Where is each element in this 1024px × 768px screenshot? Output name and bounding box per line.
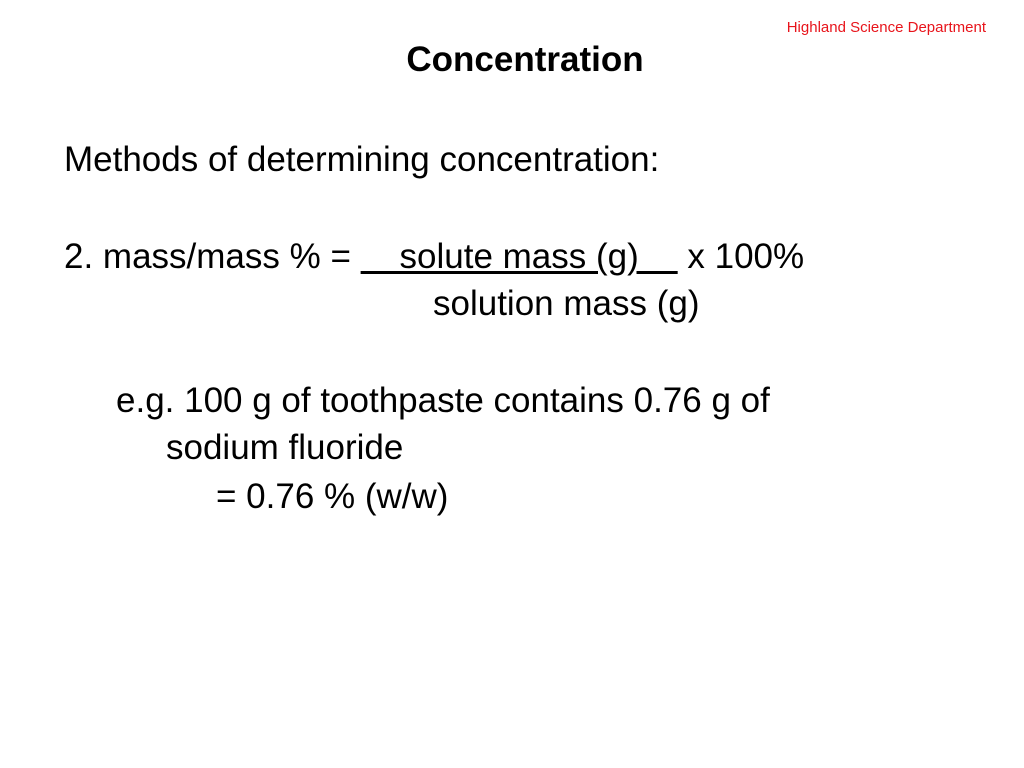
slide-title: Concentration xyxy=(406,40,644,79)
example-result: = 0.76 % (w/w) xyxy=(216,477,449,516)
formula-lhs: 2. mass/mass % = xyxy=(64,237,361,276)
example-line-1: e.g. 100 g of toothpaste contains 0.76 g of xyxy=(116,381,770,420)
formula-line xyxy=(64,236,804,278)
methods-heading: Methods of determining concentration: xyxy=(64,140,660,179)
formula-multiplier: x 100% xyxy=(677,237,805,276)
department-label: Highland Science Department xyxy=(786,19,986,36)
formula-denominator: solution mass (g) xyxy=(433,284,700,323)
formula-numerator: solute mass (g) xyxy=(360,237,678,276)
example-line-2: sodium fluoride xyxy=(166,428,404,467)
